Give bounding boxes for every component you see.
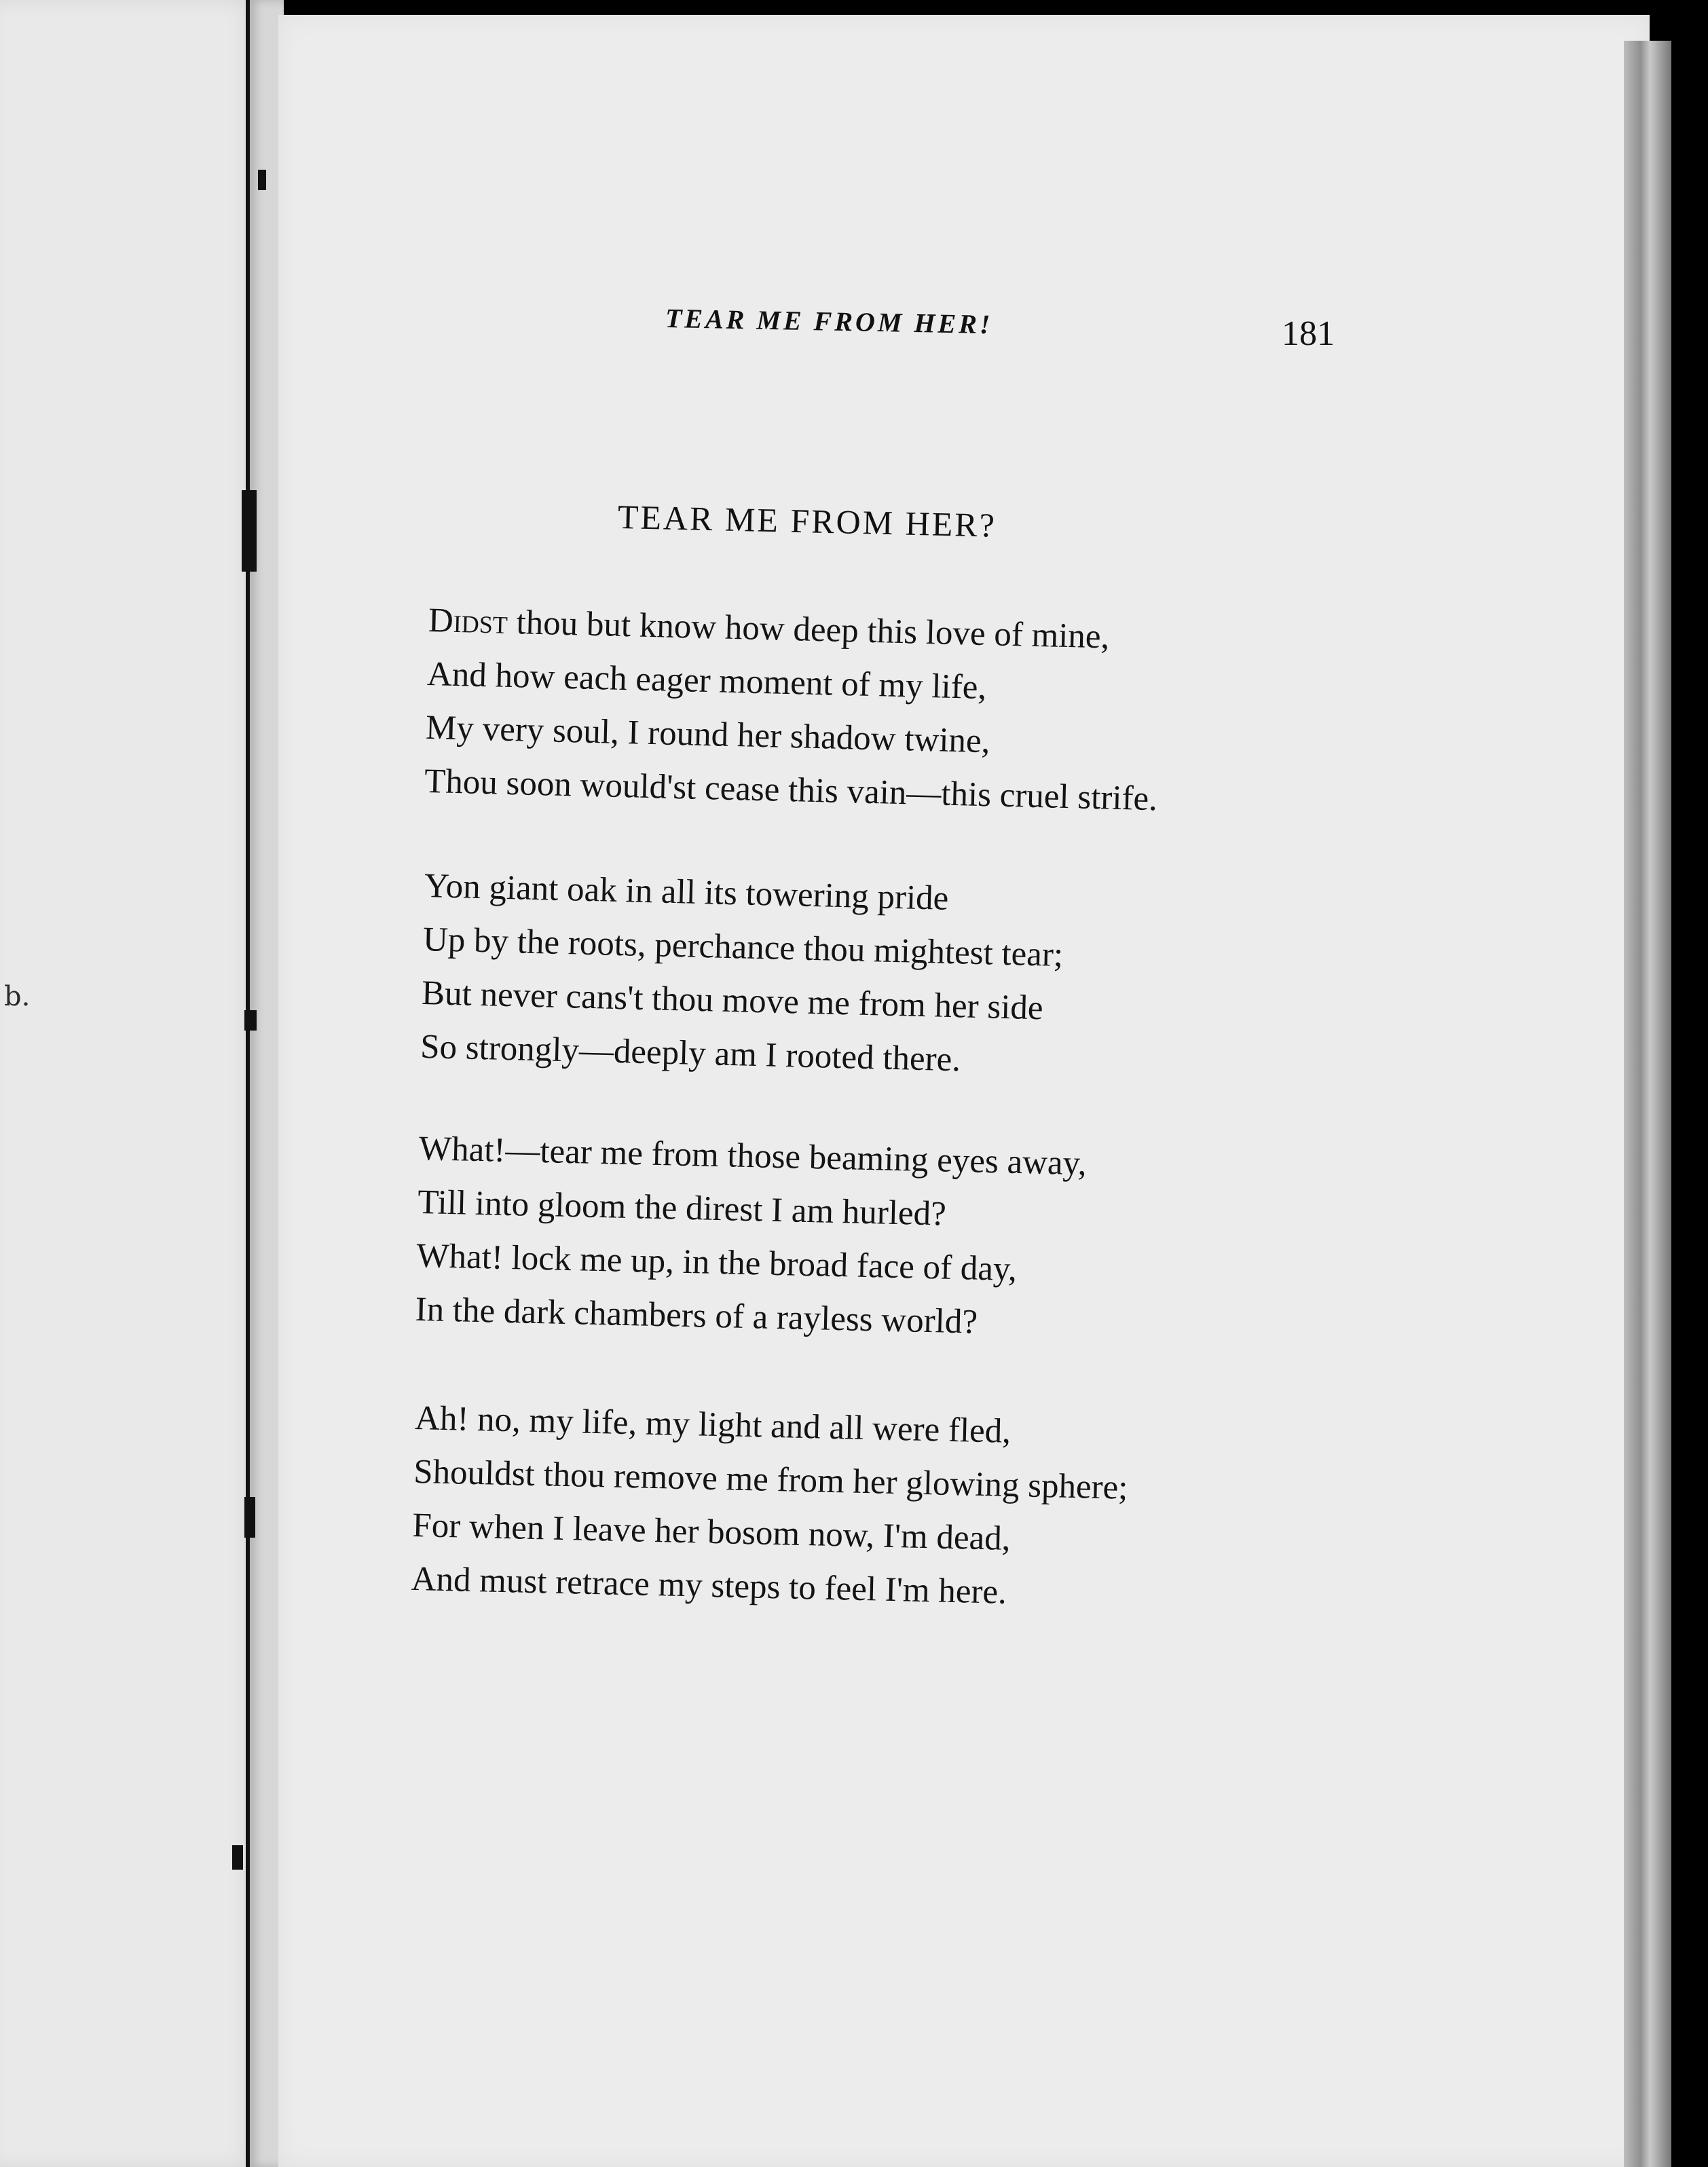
poem-line: What! lock me up, in the broad face of day, (415, 1236, 1018, 1289)
page-edge (1624, 41, 1671, 2167)
poem-line: What!—tear me from those beaming eyes away, (418, 1129, 1088, 1183)
poem-line: But never cans't thou move me from her side (421, 974, 1044, 1028)
poem-line: Till into gloom the direst I am hurled? (417, 1183, 947, 1234)
poem-line: My very soul, I round her shadow twine, (425, 708, 991, 761)
poem-title: TEAR ME FROM HER? (617, 498, 997, 544)
binding-mark (244, 1497, 255, 1538)
binding-mark (242, 490, 257, 572)
stanza-3 (415, 1122, 1088, 1352)
poem-line: In the dark chambers of a rayless world? (415, 1290, 978, 1341)
running-head: TEAR ME FROM HER! (665, 303, 993, 340)
poem-line: Yon giant oak in all its towering pride (424, 866, 950, 918)
poem-line: And must retrace my steps to feel I'm here. (411, 1559, 1007, 1612)
poem-line: And how each eager moment of my life, (426, 654, 987, 707)
poem-line: Thou soon would'st cease this vain—this cruel strife. (424, 762, 1158, 819)
poem-line: So strongly—deeply am I rooted there. (420, 1027, 961, 1079)
poem-line: Shouldst thou remove me from her glowing sphere; (413, 1452, 1129, 1507)
stanza-4 (411, 1392, 1130, 1623)
poem-line-text: thou but know how deep this love of mine, (507, 603, 1111, 656)
stanza-1 (424, 594, 1162, 826)
left-page (0, 0, 258, 2167)
poem-line: Ah! no, my life, my light and all were fled, (414, 1399, 1011, 1451)
binding-mark (232, 1845, 243, 1870)
poem-line: Up by the roots, perchance thou mightest tear; (422, 920, 1064, 975)
left-page-fragment: b. (4, 981, 31, 1012)
binding-mark (258, 170, 266, 190)
binding-mark (244, 1010, 257, 1031)
drop-word: Didst (428, 601, 508, 642)
stanza-2 (420, 859, 1065, 1090)
poem-line: For when I leave her bosom now, I'm dead, (411, 1506, 1011, 1558)
page-number: 181 (1282, 314, 1335, 353)
